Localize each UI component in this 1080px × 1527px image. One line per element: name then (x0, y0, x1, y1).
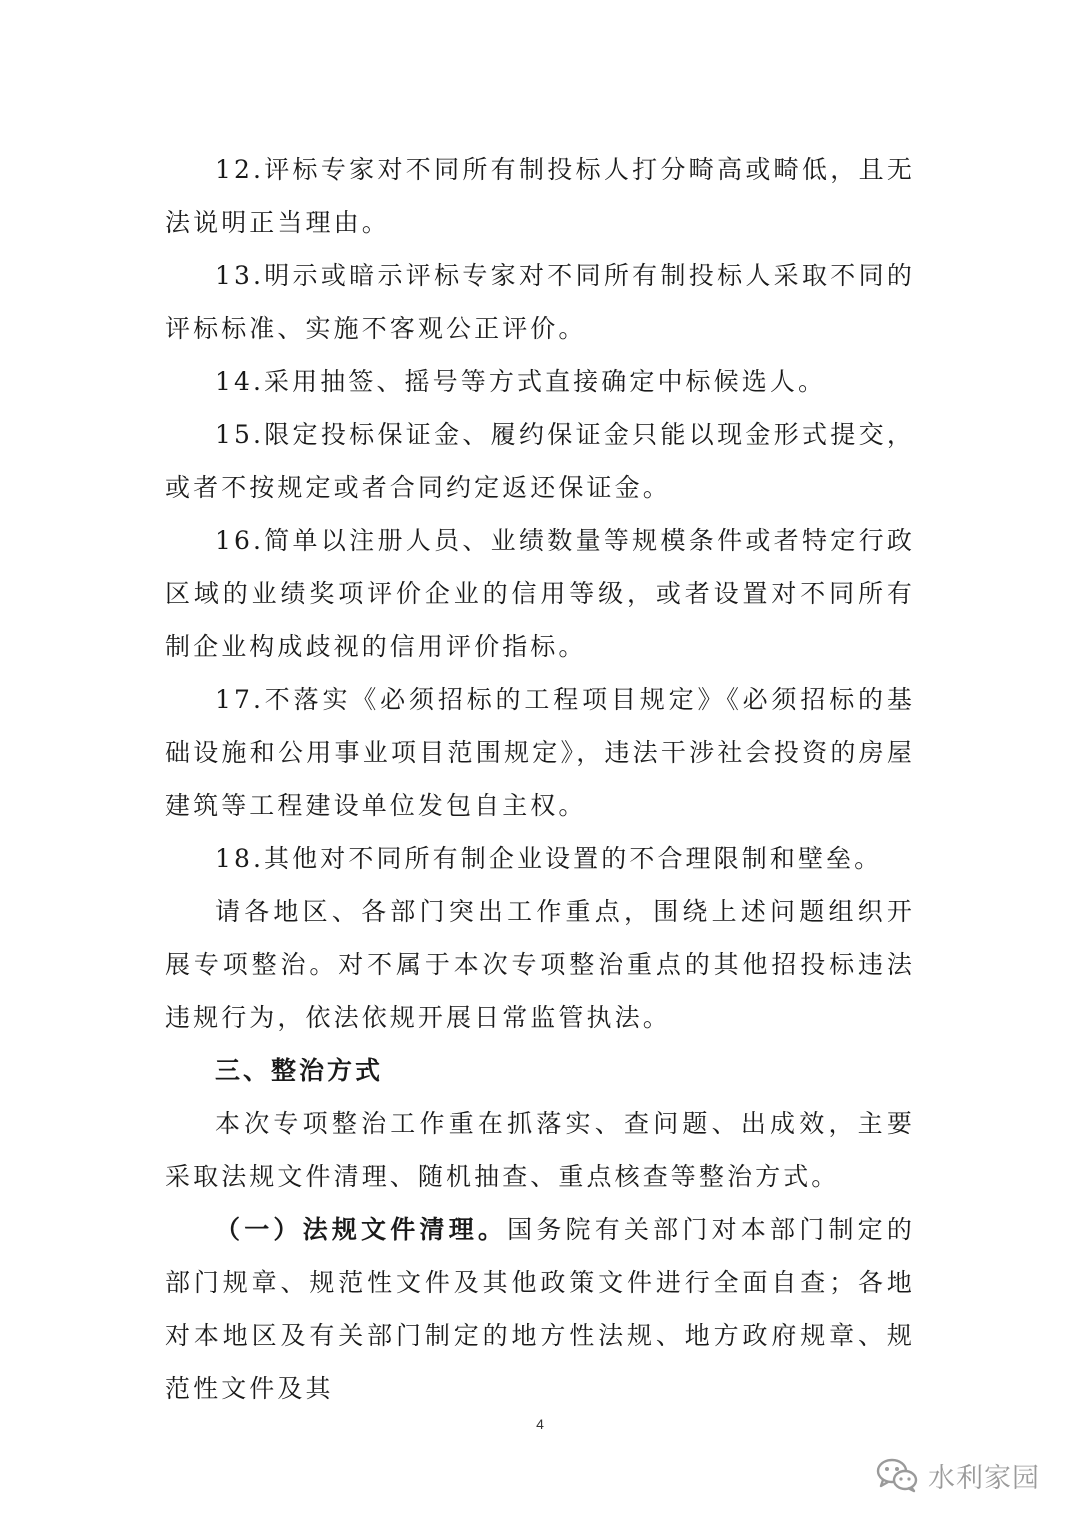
paragraph-item-18: 18.其他对不同所有制企业设置的不合理限制和壁垒。 (215, 844, 883, 873)
paragraph-item-17: 17.不落实《必须招标的工程项目规定》《必须招标的基础设施和公用事业项目范围规定》，违法干涉社会投资的房屋建筑等工程建设单位发包自主权。 (165, 685, 915, 820)
page-number: 4 (536, 1416, 544, 1432)
paragraph-item-16: 16.简单以注册人员、业绩数量等规模条件或者特定行政区域的业绩奖项评价企业的信用等级，或者设置对不同所有制企业构成歧视的信用评价指标。 (165, 526, 915, 661)
wechat-icon (876, 1457, 918, 1493)
paragraph-item-13: 13.明示或暗示评标专家对不同所有制投标人采取不同的评标标准、实施不客观公正评价。 (165, 261, 915, 343)
subsection-1-lead: （一）法规文件清理。 (215, 1215, 508, 1244)
paragraph-request: 请各地区、各部门突出工作重点，围绕上述问题组织开展专项整治。对不属于本次专项整治重点的其他招投标违法违规行为，依法依规开展日常监管执法。 (165, 897, 915, 1032)
watermark-text: 水利家园 (928, 1462, 1040, 1494)
section-heading: 三、整治方式 (215, 1056, 384, 1085)
paragraph-subsection-1 (165, 1203, 915, 1415)
subsection-1-body: 国务院有关部门对本部门制定的部门规章、规范性文件及其他政策文件进行全面自查；各地对本地区及有关部门制定的地方性法规、地方政府规章、规范性文件及其 (165, 1215, 915, 1403)
paragraph-item-12: 12.评标专家对不同所有制投标人打分畸高或畸低，且无法说明正当理由。 (165, 155, 915, 237)
paragraph-item-14: 14.采用抽签、摇号等方式直接确定中标候选人。 (215, 367, 827, 396)
watermark (876, 1450, 1040, 1500)
document-body (165, 143, 915, 1415)
paragraph-item-15: 15.限定投标保证金、履约保证金只能以现金形式提交，或者不按规定或者合同约定返还保证金。 (165, 420, 915, 502)
paragraph-method: 本次专项整治工作重在抓落实、查问题、出成效，主要采取法规文件清理、随机抽查、重点核查等整治方式。 (165, 1109, 915, 1191)
